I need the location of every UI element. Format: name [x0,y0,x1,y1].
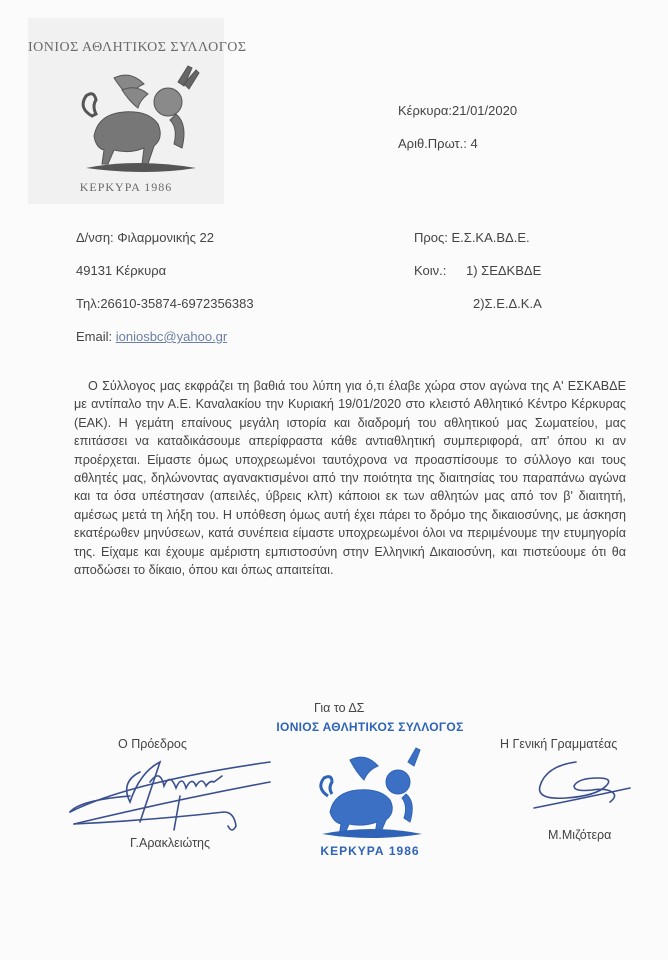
secretary-signature-icon [528,752,638,812]
club-stamp-icon [270,712,470,862]
letterhead-logo [28,18,247,204]
stamp-arc-text: ΙΟΝΙΟΣ ΑΘΛΗΤΙΚΟΣ ΣΥΛΛΟΓΟΣ [276,720,464,734]
letterhead-bottom-text: ΚΕΡΚΥΡΑ 1986 [79,180,173,194]
letterhead-arc-text: ΙΟΝΙΟΣ ΑΘΛΗΤΙΚΟΣ ΣΥΛΛΟΓΟΣ [28,40,247,55]
recipient-cc-row [414,263,542,296]
sender-block [76,230,254,362]
letter-body: Ο Σύλλογος μας εκφράζει τη βαθιά του λύπη για ό,τι έλαβε χώρα στον αγώνα της Α' ΕΣΚΑΒΔΕ με αντίπαλο την Α.Ε. Καναλακίου την Κυριακή 19/01/2020 στο κλειστό Αθλητικό Κέντρο Κέρκυρας (ΕΑΚ). Η γεμάτη επαίνους μεγάλη ιστορία και διαδρομή του αθλητικού μας Σωματείου, μας επιτάσσει να καταδικάσουμε απερίφραστα κάθε αντιαθλητική συμπεριφορά, απ' όπου κι αν προέρχεται. Είμαστε όμως υποχρεωμένοι ταυτόχρονα να προασπίσουμε το σύλλογο και τους αθλητές μας, δηλώνοντας αγανακτισμένοι από την ποιότητα της διαιτησίας του παραπάνω αγώνα και τα όσα υπέστησαν (απειλές, ύβρεις κλπ) κάποιοι εκ των αθλητών μας από τον β' διαιτητή, αμέσως μετά τη λήξη του. Η υπόθεση όμως αυτή έχει πάρει το δρόμο της δικαιοσύνης, με άσκηση εκατέρωθεν μηνύσεων, κατά συνέπεια είμαστε υποχρεωμένοι όλοι να περιμένουμε την ετυμηγορία της. Είχαμε και έχουμε αμέριστη εμπιστοσύνη στην Ελληνική Δικαιοσύνη, και πιστεύουμε ότι θα αποδώσει το δίκαιο, όπου και όπως απαιτείται. [74,379,626,578]
email-link[interactable]: ioniosbc@yahoo.gr [115,329,228,344]
cc-recipient-1: 1) ΣΕΔΚΒΔΕ [466,263,542,278]
sender-address: Δ/νση: Φιλαρμονικής 22 [76,230,214,245]
sender-phone: Τηλ:26610-35874-6972356383 [76,296,254,311]
letter-date: Κέρκυρα:21/01/2020 [398,103,518,118]
secretary-title: Η Γενική Γραμματέας [500,737,618,751]
protocol-number: Αριθ.Πρωτ.: 4 [398,136,478,151]
cc-label: Κοιν.: [414,263,447,278]
email-label: Email: [76,329,116,344]
cc-recipient-2: 2)Σ.Ε.Δ.Κ.Α [473,296,542,311]
for-board-label: Για το ΔΣ [314,701,365,715]
sender-city: 49131 Κέρκυρα [76,263,167,278]
stamp-bottom-text: ΚΕΡΚΥΡΑ 1986 [320,844,420,858]
club-stamp [270,712,470,862]
recipients-block [414,230,542,329]
president-title: Ο Πρόεδρος [118,737,187,751]
recipient-to: Προς: Ε.Σ.ΚΑ.ΒΔ.Ε. [414,230,530,245]
president-name: Γ.Αρακλειώτης [130,836,211,850]
secretary-name: Μ.Μιζότερα [548,828,612,842]
sender-email-row [76,329,254,362]
